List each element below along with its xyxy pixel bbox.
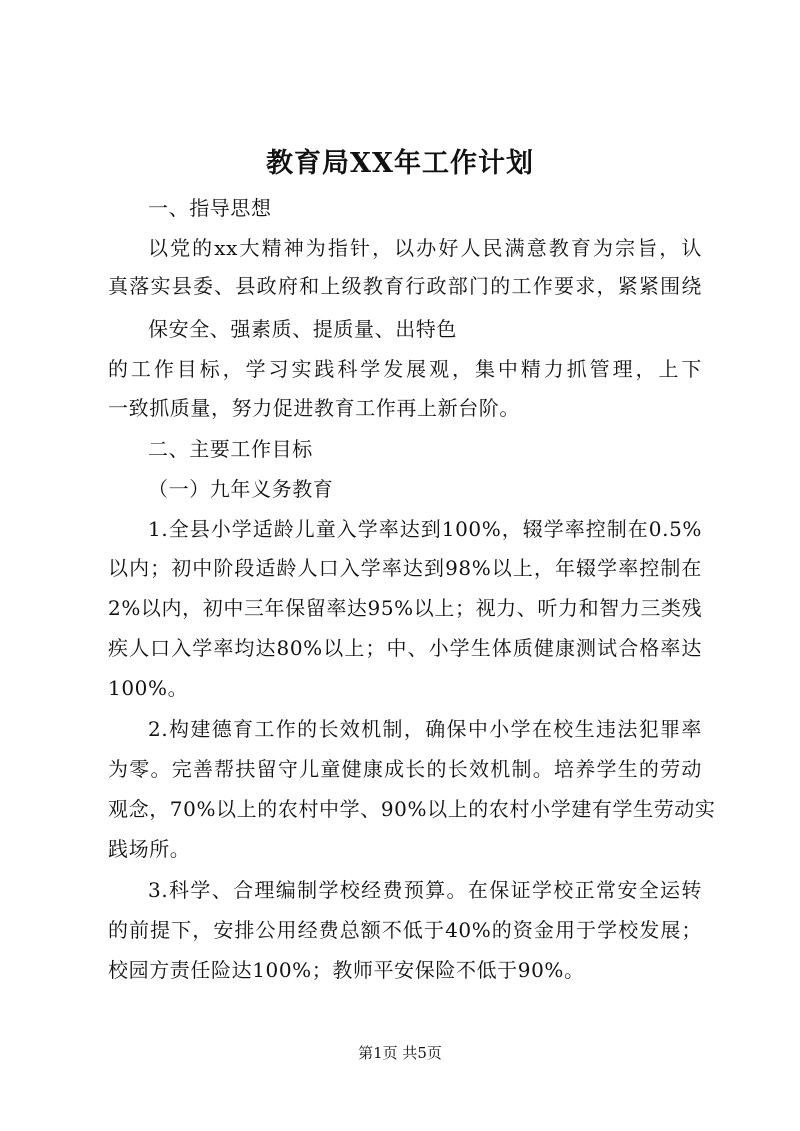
paragraph-line: 以内；初中阶段适龄人口入学率达到98%以上，年辍学率控制在 <box>108 556 702 580</box>
paragraph-line: 一致抓质量，努力促进教育工作再上新台阶。 <box>108 396 520 420</box>
paragraph-line: 1.全县小学适龄儿童入学率达到100%，辍学率控制在0.5% <box>148 517 702 541</box>
paragraph-line: 践场所。 <box>108 837 191 861</box>
paragraph-line: 2%以内，初中三年保留率达95%以上；视力、听力和智力三类残 <box>108 596 703 620</box>
page-number-footer: 第1页 共5页 <box>358 1044 442 1062</box>
paragraph-line: 疾人口入学率均达80%以上；中、小学生体质健康测试合格率达 <box>108 636 702 660</box>
paragraph-line: 保安全、强素质、提质量、出特色 <box>148 317 457 341</box>
paragraph-line: 2.构建德育工作的长效机制，确保中小学在校生违法犯罪率 <box>148 717 702 741</box>
subsection-heading: （一）九年义务教育 <box>148 477 334 501</box>
paragraph-line: 观念，70%以上的农村中学、90%以上的农村小学建有学生劳动实 <box>108 797 716 821</box>
section-heading: 一、指导思想 <box>148 196 272 220</box>
paragraph-line: 100%。 <box>108 676 189 700</box>
paragraph-line: 校园方责任险达100%；教师平安保险不低于90%。 <box>108 958 585 982</box>
paragraph-line: 真落实县委、县政府和上级教育行政部门的工作要求，紧紧围绕 <box>108 274 702 298</box>
paragraph-line: 的前提下，安排公用经费总额不低于40%的资金用于学校发展； <box>108 918 702 942</box>
paragraph-line: 以党的xx大精神为指针，以办好人民满意教育为宗旨，认 <box>148 236 702 260</box>
paragraph-line: 的工作目标，学习实践科学发展观，集中精力抓管理，上下 <box>108 357 702 381</box>
document-title: 教育局XX年工作计划 <box>266 148 534 179</box>
section-heading: 二、主要工作目标 <box>148 437 313 461</box>
paragraph-line: 为零。完善帮扶留守儿童健康成长的长效机制。培养学生的劳动 <box>108 757 702 781</box>
paragraph-line: 3.科学、合理编制学校经费预算。在保证学校正常安全运转 <box>148 878 702 902</box>
